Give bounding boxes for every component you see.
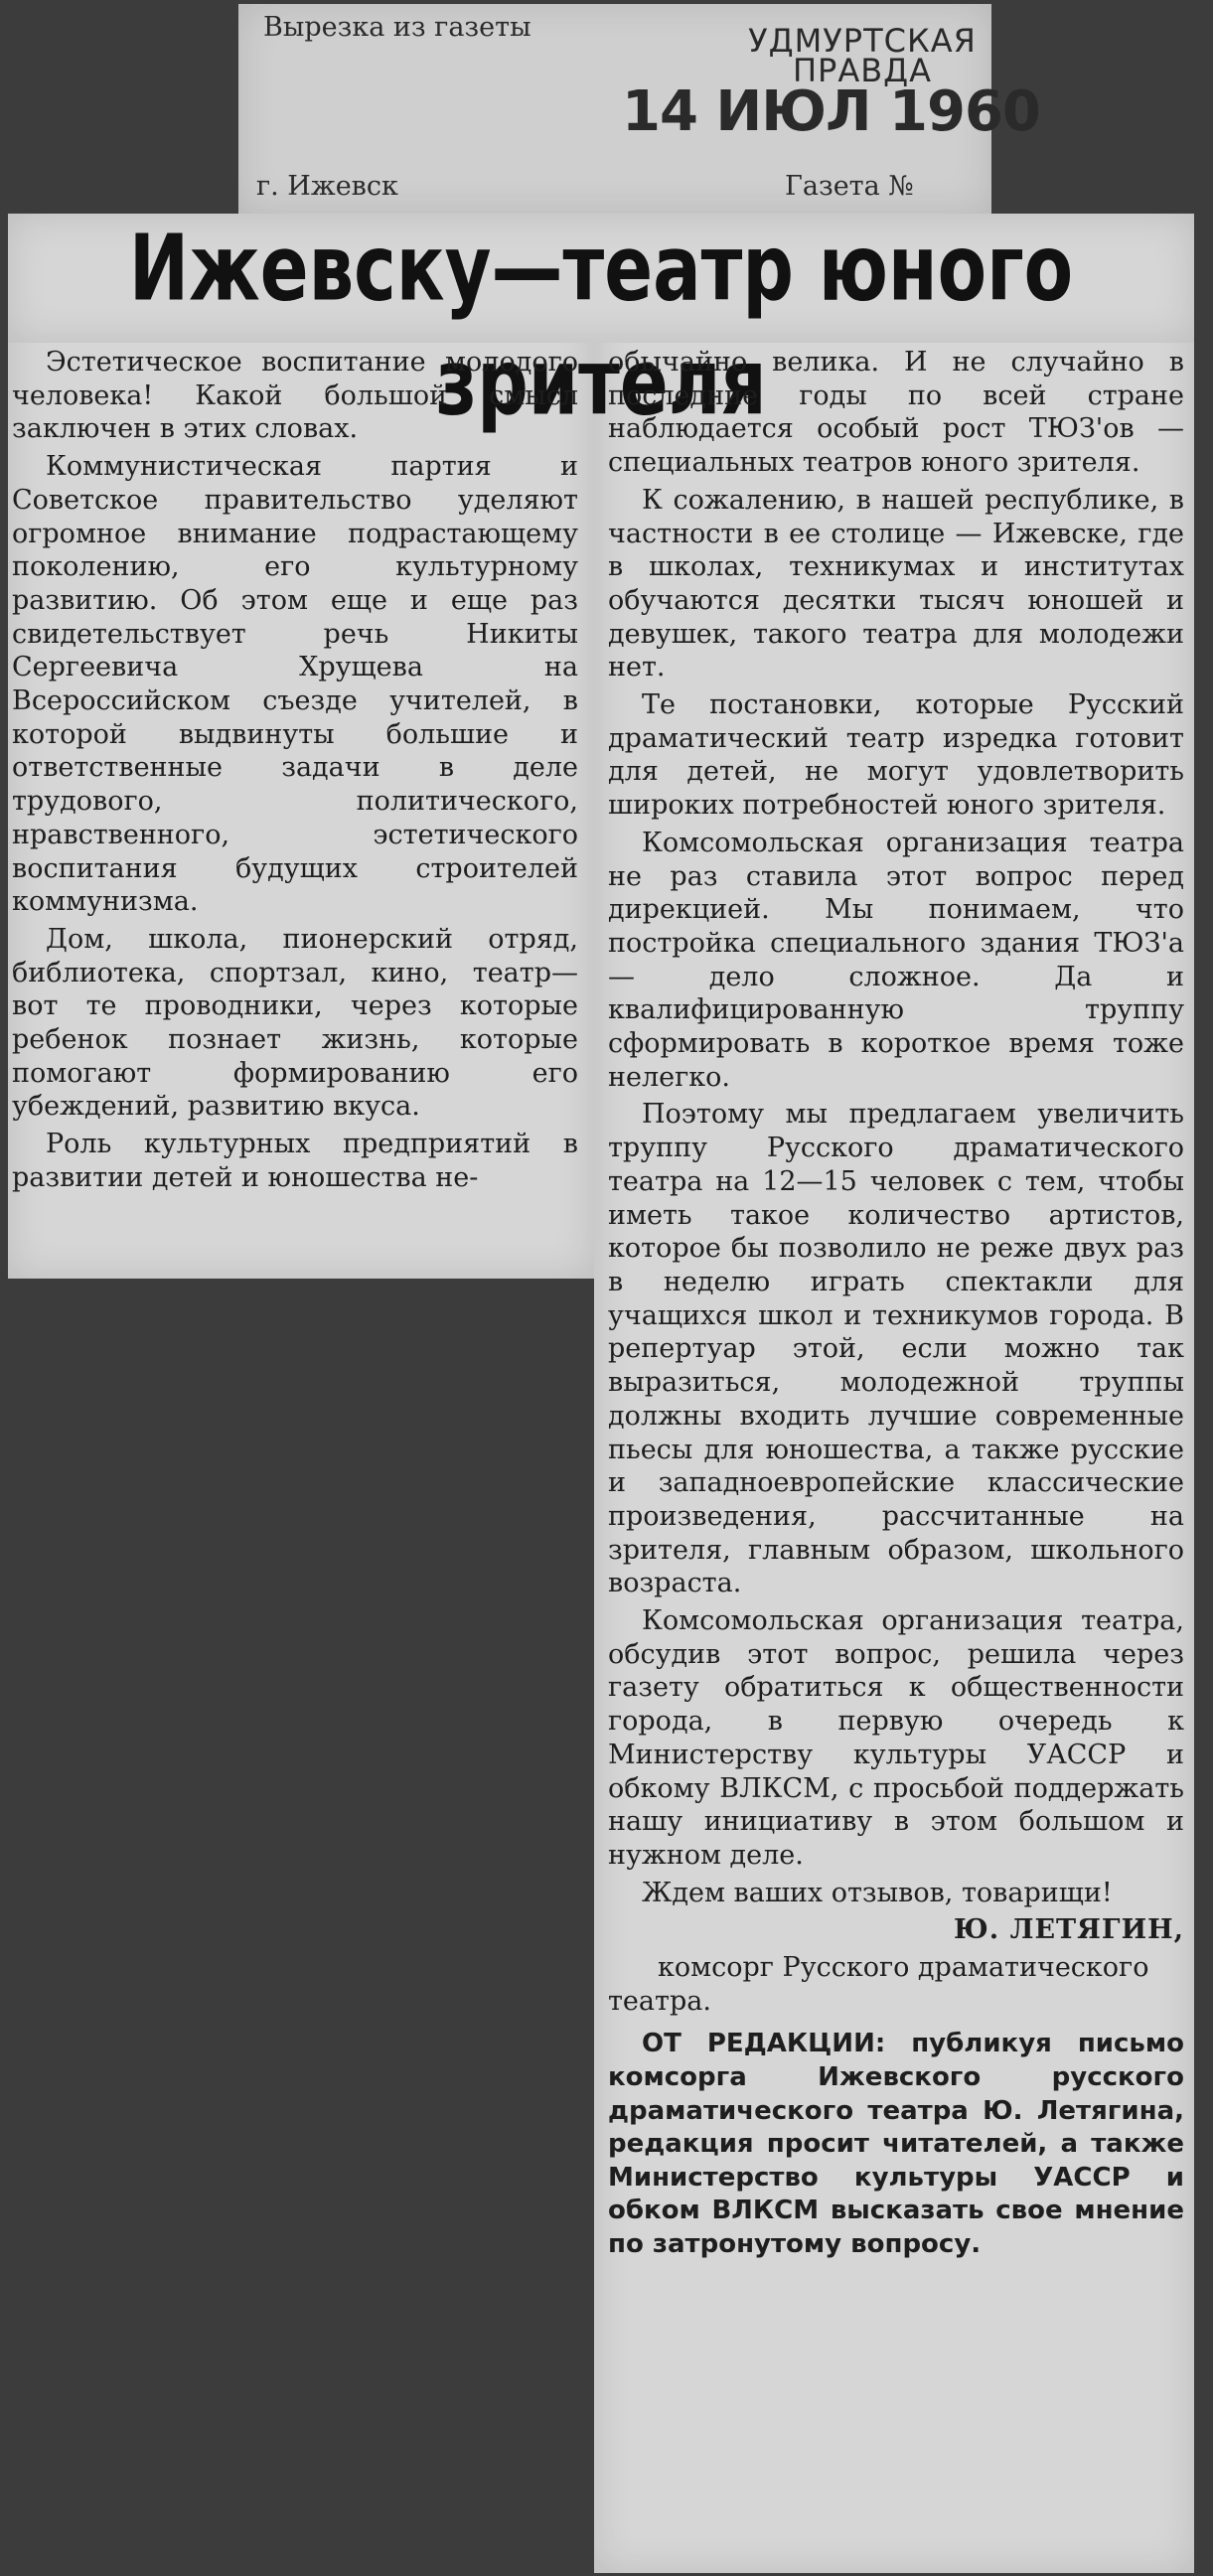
paragraph: Комсомольская организация театра, обсудив этот вопрос, решила через газету обратиться к общественности города, в первую очередь к Министерству культуры УАССР и обкому ВЛКСМ, с просьбой поддержать нашу инициативу в этом большом и нужном деле. [608, 1605, 1184, 1871]
stamp-date: 14 ИЮЛ 1960 [622, 79, 1040, 144]
paragraph: Те постановки, которые Русский драматический театр изредка готовит для детей, не могут удовлетворить широких потребностей юного зрителя. [608, 689, 1184, 822]
paragraph: Поэтому мы предлагаем увеличить труппу Русского драматического театра на 12—15 человек с тем, чтобы иметь такое количество артистов, которое бы позволило не реже двух раз в неделю играть спектакли для учащихся школ и техникумов города. В репертуар этой, если можно так выразиться, молодежной труппы должны входить лучшие современные пьесы для юношества, а также русские и западноевропейские классические произведения, рассчитанные на зрителя, главным образом, школьного возраста. [608, 1099, 1184, 1599]
article-right-column [608, 346, 1184, 2266]
article-left-column [12, 346, 578, 1199]
paragraph: Ждем ваших отзывов, товарищи! [642, 1877, 1113, 1908]
author-position: комсорг Русского драматического театра. [608, 1952, 1149, 2017]
paragraph: Роль культурных предприятий в развитии детей и юношества не- [12, 1129, 578, 1193]
paragraph: Дом, школа, пионерский отряд, библиотека, спортзал, кино, театр— вот те проводники, через которые ребенок познает жизнь, которые помогают формированию его убеждений, развитию вкуса. [12, 923, 578, 1123]
editorial-note: ОТ РЕДАКЦИИ: публикуя письмо комсорга Ижевского русского драматического театра Ю. Летягина, редакция просит читателей, а также Министерство культуры УАССР и обком ВЛКСМ высказать свое мнение по затронутому вопросу. [608, 2029, 1184, 2260]
author-signature: Ю. ЛЕТЯГИН, [954, 1914, 1184, 1946]
stamp-city: г. Ижевск [256, 171, 398, 202]
stamp-issue-number: Газета № [785, 171, 914, 202]
article-headline: Ижевску—театр юного зрителя [128, 215, 1074, 436]
paragraph: Коммунистическая партия и Советское правительство уделяют огромное внимание подрастающему поколению, его культурному развитию. Об этом еще и еще раз свидетельствует речь Никиты Сергеевича Хрущева на Всероссийском съезде учителей, в которой выдвинуты большие и ответственные задачи в деле трудового, политического, нравственного, эстетического воспитания будущих строителей коммунизма. [12, 451, 578, 918]
stamp-label: Вырезка из газеты [263, 12, 531, 43]
paragraph: К сожалению, в нашей республике, в частности в ее столице — Ижевске, где в школах, техникумах и институтах обучаются десятки тысяч юношей и девушек, такого театра для молодежи нет. [608, 484, 1184, 683]
paragraph: Эстетическое воспитание молодого человека! Какой большой смысл заключен в этих словах. [12, 347, 578, 445]
paragraph: обычайно велика. И не случайно в последние годы по всей стране наблюдается особый рост ТЮЗ'ов — специальных театров юного зрителя. [608, 347, 1184, 479]
paragraph: Комсомольская организация театра не раз ставила этот вопрос перед дирекцией. Мы понимаем, что постройка специального здания ТЮЗ'а — дело сложное. Да и квалифицированную труппу сформировать в короткое время тоже нелегко. [608, 827, 1184, 1093]
stamp-newspaper-name: УДМУРТСКАЯ ПРАВДА [748, 22, 977, 89]
